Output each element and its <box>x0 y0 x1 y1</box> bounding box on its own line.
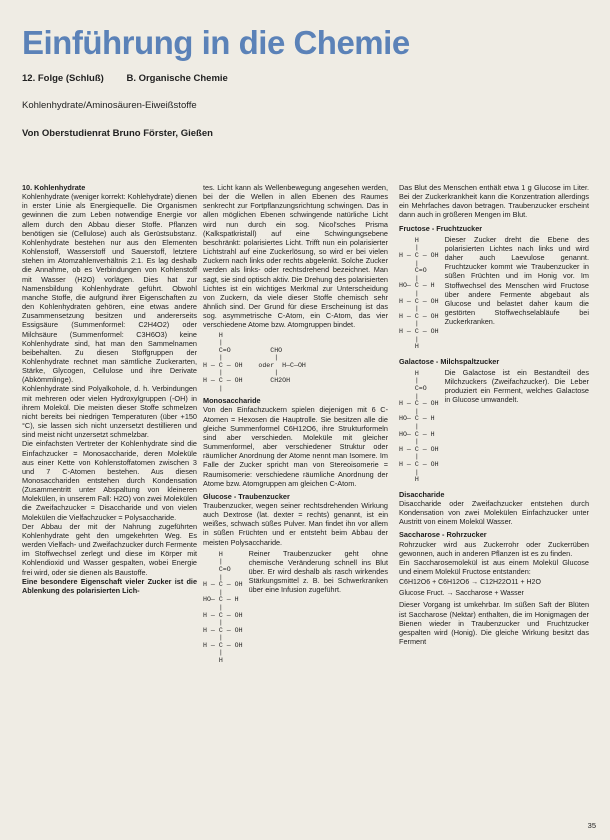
paragraph: Dieser Zucker dreht die Ebene des polarisierten Lichtes nach links und wird daher auch Laevulose genannt. Fruchtzucker kommt wie Traubenzucker in süßen Früchten und im Honig vor. Im Stoffwechsel des Menschen wird Fructose über andere Fermente abgebaut als Glucose und belastet daher kaum die gestörten Stoffwechselabläufe bei Zuckerkranken. <box>444 234 589 327</box>
series-number: 12. Folge (Schluß) <box>22 73 104 84</box>
section-heading: Fructose - Fruchtzucker <box>399 223 483 233</box>
paragraph: Das Blut des Menschen enthält etwa 1 g Glucose im Liter. Bei der Zuckerkrankheit kann die Konzentration allerdings ein Mehrfaches davon betragen. Traubenzucker erscheint dann auch in größeren Mengen im Blut. <box>399 183 589 220</box>
paragraph: Ein Saccharosemolekül ist aus einem Molekül Glucose und einem Molekül Fructose entstanden: <box>399 557 589 576</box>
section-heading: Disaccharide <box>399 489 445 499</box>
paragraph: Die einfachsten Vertreter der Kohlenhydrate sind die Einfachzucker = Monosaccharide, deren Moleküle aus einer Kette von Kohlenstoffatomen zwischen 3 und 7 C-Atomen bestehen. Aus diesen Monosacchariden entstehen durch Kondensation (Zusammentritt unter Abspaltung von kleineren Molekülen, in unserem Fall: H2O) von zwei Molekülen die Zweifachzucker = Disaccharide und von vielen Molekülen die Vielfachzucker = Polysaccharide. <box>22 439 197 522</box>
author-line: Von Oberstudienrat Bruno Förster, Gießen <box>22 128 213 139</box>
paragraph: tes. Licht kann als Wellenbewegung angesehen werden, bei der die Wellen in allen Ebenen des Raumes senkrecht zur Fortpflanzungsrichtung schwingen. Das in allen möglichen Ebenen schwingende natürliche Licht wird nun durch ein sog. Nicol'sches Prisma (Kalkspatkristall) auf eine Schwingungsebene beschränkt: polarisiertes Licht. Trifft nun ein polarisierter Lichtstrahl auf eine Zuckerlösung, so wird er bei vielen Zuckern nach links oder rechts abgelenkt. Solche Zucker werden als links- oder rechtsdrehend bezeichnet. Man sagt, sie sind optisch aktiv. Die Drehung des polarisierten Lichtes ist ein wichtiges Merkmal zur Unterscheidung von Zuckern, da viele dieser Stoffe chemisch sehr ähnlich sind. Der Grund für diese Erscheinung ist das sog. asymmetrische C-Atom, ein C-Atom, das vier verschiedene Atome bzw. Atomgruppen bindet. <box>203 183 388 330</box>
fructose-formula: H | H — C — OH | C=O | HO— C — H | H — C — OH | H — C — OH | H — C — OH | H <box>399 236 439 351</box>
glucose-formula: H | C=O | H — C — OH | HO— C — H | H — C — OH | H — C — OH | H — C — OH | H <box>203 550 243 665</box>
article-title: Einführung in die Chemie <box>22 24 410 61</box>
paragraph: Traubenzucker, wegen seiner rechtsdrehenden Wirkung auch Dextrose (lat. dexter = rechts) genannt, ist ein weißes, schwach süßes Pulver. Man findet ihn vor allem in süßen Früchten und er entsteht beim Abbau der meisten Polysaccharide. <box>203 500 388 547</box>
section-heading: Monosaccharide <box>203 396 261 406</box>
paragraph: Rohrzucker wird aus Zuckerrohr oder Zuckerrüben gewonnen, auch in anderen Pflanzen ist es zu finden. <box>399 539 589 558</box>
section-name: B. Organische Chemie <box>126 73 228 84</box>
structural-formula: H | C=O CHO | | H — C — OH oder H—C—OH | | H — C — OH CH2OH | <box>203 331 306 392</box>
section-heading: Galactose - Milchspaltzucker <box>399 356 500 366</box>
article-subtitle: Kohlenhydrate/Aminosäuren-Eiweißstoffe <box>22 100 197 111</box>
section-heading: 10. Kohlenhydrate <box>22 183 86 192</box>
paragraph: Dieser Vorgang ist umkehrbar. Im süßen Saft der Blüten ist Saccharose (Nektar) enthalten, die im Honigmagen der Bienen wieder in Traubenzucker und Fruchtzucker gespalten wird (Honig). Die gleiche Wirkung besitzt das Ferment <box>399 600 589 647</box>
paragraph: Die Galactose ist ein Bestandteil des Milchzuckers (Zweifachzucker). Die Leber produziert ein Ferment, welches Galactose in Glucose umwandelt. <box>444 367 589 405</box>
column-1 <box>22 183 197 595</box>
section-heading: Glucose - Traubenzucker <box>203 491 290 501</box>
column-2 <box>203 183 388 669</box>
column-3 <box>399 183 589 646</box>
reaction-equation-labels: Glucose Fruct. → Saccharose + Wasser <box>399 590 524 598</box>
paragraph: Von den Einfachzuckern spielen diejenigen mit 6 C-Atomen = Hexosen die Hauptrolle. Sie besitzen alle die gleiche Summenformel C6H12O6, ihre Strukturformeln sind aber verschieden. Moleküle mit gleicher Summenformel, aber verschiedener Struktur oder räumlicher Anordnung der Atome nennt man Isomere. Im Falle der Zucker spricht man von Stereoisomerie = Raumisomerie: verschiedene räumliche Anordnung der Atome bzw. Atomgruppen am gleichen C-Atom. <box>203 405 388 488</box>
formula-with-text <box>203 549 388 667</box>
section-heading: Saccharose - Rohrzucker <box>399 530 487 540</box>
paragraph: Reiner Traubenzucker geht ohne chemische Veränderung schnell ins Blut über. Er wird deshalb als rasch wirkendes Stärkungsmittel z. B. bei Schwerkranken über eine Infusion zugeführt. <box>248 548 388 595</box>
series-line <box>22 73 248 84</box>
paragraph: Kohlenhydrate sind Polyalkohole, d. h. Verbindungen mit mehreren oder vielen Hydroxylgruppen (-OH) in ihrem Molekül. Die meisten dieser Stoffe schmelzen nicht bereits bei niedrigen Temperaturen (über +150 °C), sie lassen sich nicht unzersetzt destillieren und sind meist nicht unzersetzt schmelzbar. <box>22 384 197 440</box>
reaction-equation: C6H12O6 + C6H12O6 → C12H22O11 + H2O <box>399 579 541 587</box>
paragraph: Disaccharide oder Zweifachzucker entstehen durch Kondensation von zwei Molekülen Einfachzucker unter Austritt von einem Molekül Wasser. <box>399 498 589 527</box>
page-number: 35 <box>587 821 596 830</box>
formula-with-text <box>399 235 589 353</box>
paragraph: Der Abbau der mit der Nahrung zugeführten Kohlenhydrate geht den umgekehrten Weg. Es werden Vielfach- und Zweifachzucker durch Fermente im Stoffwechsel zerlegt und diese im Körper mit Kohlendioxid und Wasser gespalten, wobei Energie frei wird, oder sie dienen als Baustoffe. <box>22 521 197 577</box>
paragraph: Eine besondere Eigenschaft vieler Zucker ist die Ablenkung des polarisierten Lich- <box>22 576 197 595</box>
galactose-formula: H | C=O | H — C — OH | HO— C — H | HO— C — H | H — C — OH | H — C — OH | H <box>399 369 439 484</box>
paragraph: Kohlenhydrate (weniger korrekt: Kohlehydrate) dienen in erster Linie als Energiequelle. Die Organismen gewinnen die zum Leben notwendige Energie vor allem durch den Abbau dieser Stoffe. Pflanzen benötigen sie (Cellulose) auch als Gerüstsubstanz. Kohlenhydrate bestehen nur aus den Elementen Kohlenstoff, Wasserstoff und Sauerstoff, letztere stehen im Atomzahlenverhältnis 2:1. Es lag deshalb die Annahme, ob es Verbindungen von Kohlenstoff mit Wasser (H2O) vorlägen. Dies hat zur Namensbildung Kohlenhydrate geführt. Obwohl manche Stoffe, die aufgrund ihrer Eigenschaften zu den Kohlenhydraten gehören, eine etwas andere Zusammensetzung besitzen und andererseits Essigsäure (Summenformel: C2H4O2) oder Milchsäure (Summenformel: C3H6O3) keine Kohlenhydrate sind, hat man den Sammelnamen beibehalten. Zu diesen Stoffgruppen der Kohlenhydrate rechnet man sämtliche Zuckerarten, Stärke, Glycogen, Cellulose und ihre Derivate (Abkömmlinge). <box>22 192 197 385</box>
formula-with-text <box>399 368 589 486</box>
